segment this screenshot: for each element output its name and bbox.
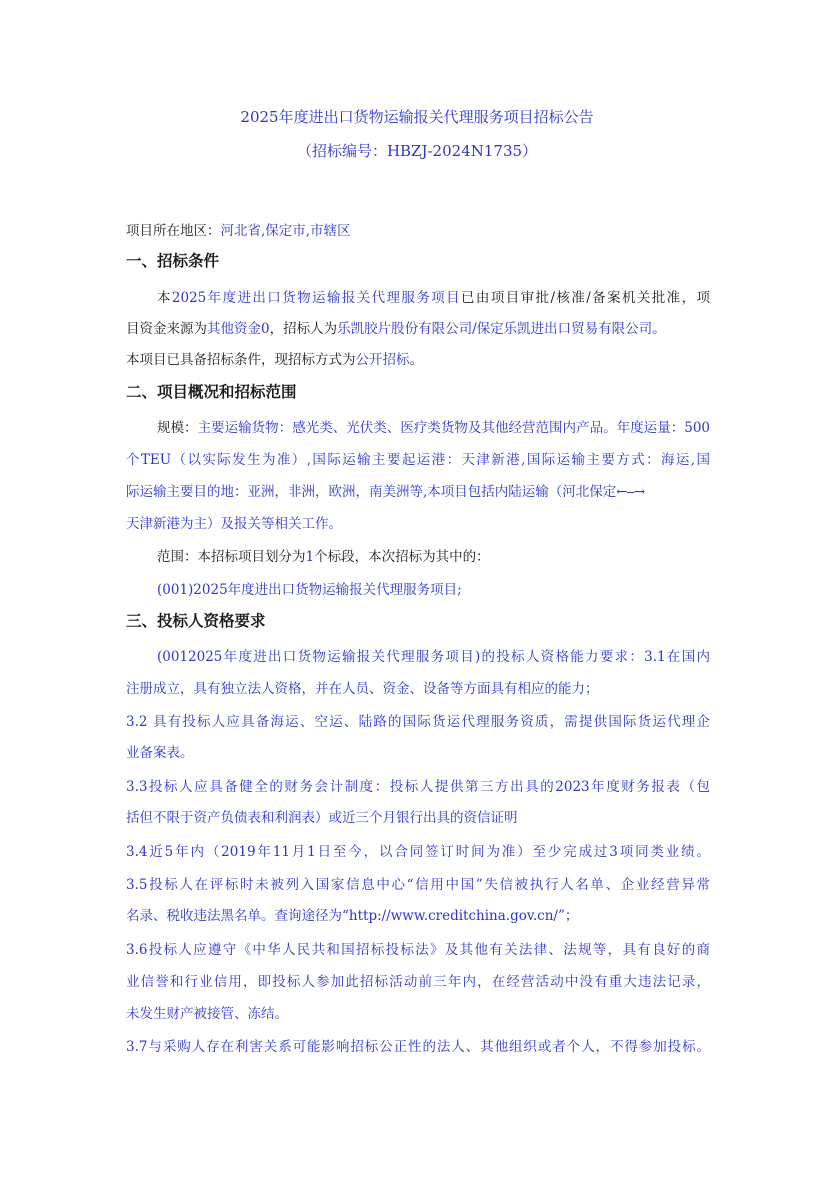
paragraph-line bbox=[157, 286, 710, 306]
paragraph-line: 个TEU（以实际发生为准）,国际运输主要起运港：天津新港,国际运输主要方式：海运,国 bbox=[126, 452, 710, 468]
requirement-line: 3.2 具有投标人应具备海运、空运、陆路的国际货运代理服务资质，需提供国际货运代理企 bbox=[126, 714, 710, 730]
text-span: 范围：本招标项目划分为 bbox=[157, 549, 306, 565]
project-name: 2025年度进出口货物运输报关代理服务项目 bbox=[171, 290, 462, 306]
requirement-line: 未发生财产被接管、冻结。 bbox=[126, 1006, 288, 1022]
requirement-line: (0012025年度进出口货物运输报关代理服务项目)的投标人资格能力要求：3.1在国内 bbox=[157, 649, 710, 665]
section-heading-bidding-conditions: 一、招标条件 bbox=[126, 252, 220, 270]
requirement-line: 3.3投标人应具备健全的财务会计制度：投标人提供第三方出具的2023年度财务报表（包 bbox=[126, 779, 710, 795]
requirement-line: 注册成立，具有独立法人资格，并在人员、资金、设备等方面具有相应的能力； bbox=[126, 681, 599, 697]
requirement-line: 业信誉和行业信用，即投标人参加此招标活动前三年内，在经营活动中没有重大违法记录， bbox=[126, 974, 710, 990]
requirement-line: 3.5投标人在评标时未被列入国家信息中心“信用中国”失信被执行人名单、企业经营异常 bbox=[126, 877, 710, 893]
text-span: 本 bbox=[157, 290, 172, 306]
text-span: 目资金来源为 bbox=[126, 321, 207, 337]
section-heading-qualification-requirements: 三、投标人资格要求 bbox=[126, 612, 266, 630]
lot-count: 1 bbox=[305, 549, 315, 565]
requirement-line: 3.6投标人应遵守《中华人民共和国招标投标法》及其他有关法律、法规等，具有良好的商 bbox=[126, 942, 710, 958]
location-label: 项目所在地区： bbox=[126, 223, 221, 239]
paragraph-line bbox=[126, 348, 710, 368]
scale-text: 主要运输货物：感光类、光伏类、医疗类货物及其他经营范围内产品。年度运量：500 bbox=[197, 420, 710, 436]
text-span: 本项目已具备招标条件，现招标方式为 bbox=[126, 352, 356, 368]
paragraph-line bbox=[157, 416, 710, 436]
paragraph-line: 天津新港为主）及报关等相关工作。 bbox=[126, 516, 342, 532]
bidirectional-arrow-icon: ←--→ bbox=[616, 484, 645, 500]
bidder-name: 乐凯胶片股份有限公司/保定乐凯进出口贸易有限公司 bbox=[337, 321, 653, 337]
location-value: 河北省,保定市,市辖区 bbox=[220, 223, 351, 239]
text-span: ，招标人为 bbox=[269, 321, 338, 337]
fund-source: 其他资金0 bbox=[207, 321, 270, 337]
text-span: 。 bbox=[652, 321, 666, 337]
lot-item: (001)2025年度进出口货物运输报关代理服务项目; bbox=[157, 582, 462, 598]
paragraph-line bbox=[157, 545, 710, 565]
section-heading-project-overview: 二、项目概况和招标范围 bbox=[126, 383, 297, 401]
text-span: 个标段，本次招标为其中的： bbox=[314, 549, 490, 565]
bidding-method: 公开招标 bbox=[355, 352, 410, 368]
requirement-line: 3.7与采购人存在利害关系可能影响招标公正性的法人、其他组织或者个人，不得参加投标。 bbox=[126, 1039, 710, 1055]
paragraph-line bbox=[126, 317, 710, 337]
scale-label: 规模： bbox=[157, 420, 198, 436]
paragraph-line bbox=[126, 480, 710, 500]
requirement-line: 3.4近5年内（2019年11月1日至今，以合同签订时间为准）至少完成过3项同类业绩。 bbox=[126, 844, 710, 860]
scale-text: 际运输主要目的地：亚洲，非洲，欧洲，南美洲等,本项目包括内陆运输（河北保定 bbox=[126, 484, 617, 500]
requirement-line: 括但不限于资产负债表和利润表）或近三个月银行出具的资信证明 bbox=[126, 810, 518, 826]
requirement-line: 业备案表。 bbox=[126, 745, 194, 761]
project-location bbox=[126, 219, 710, 239]
page-title: 2025年度进出口货物运输报关代理服务项目招标公告 bbox=[240, 108, 594, 126]
text-span: 。 bbox=[409, 352, 423, 368]
text-span: 已由项目审批/核准/备案机关批准，项 bbox=[461, 290, 710, 306]
bid-number: （招标编号：HBZJ-2024N1735） bbox=[296, 142, 538, 160]
requirement-line: 名录、税收违法黑名单。查询途径为“http://www.creditchina.gov.cn/”； bbox=[126, 908, 579, 924]
